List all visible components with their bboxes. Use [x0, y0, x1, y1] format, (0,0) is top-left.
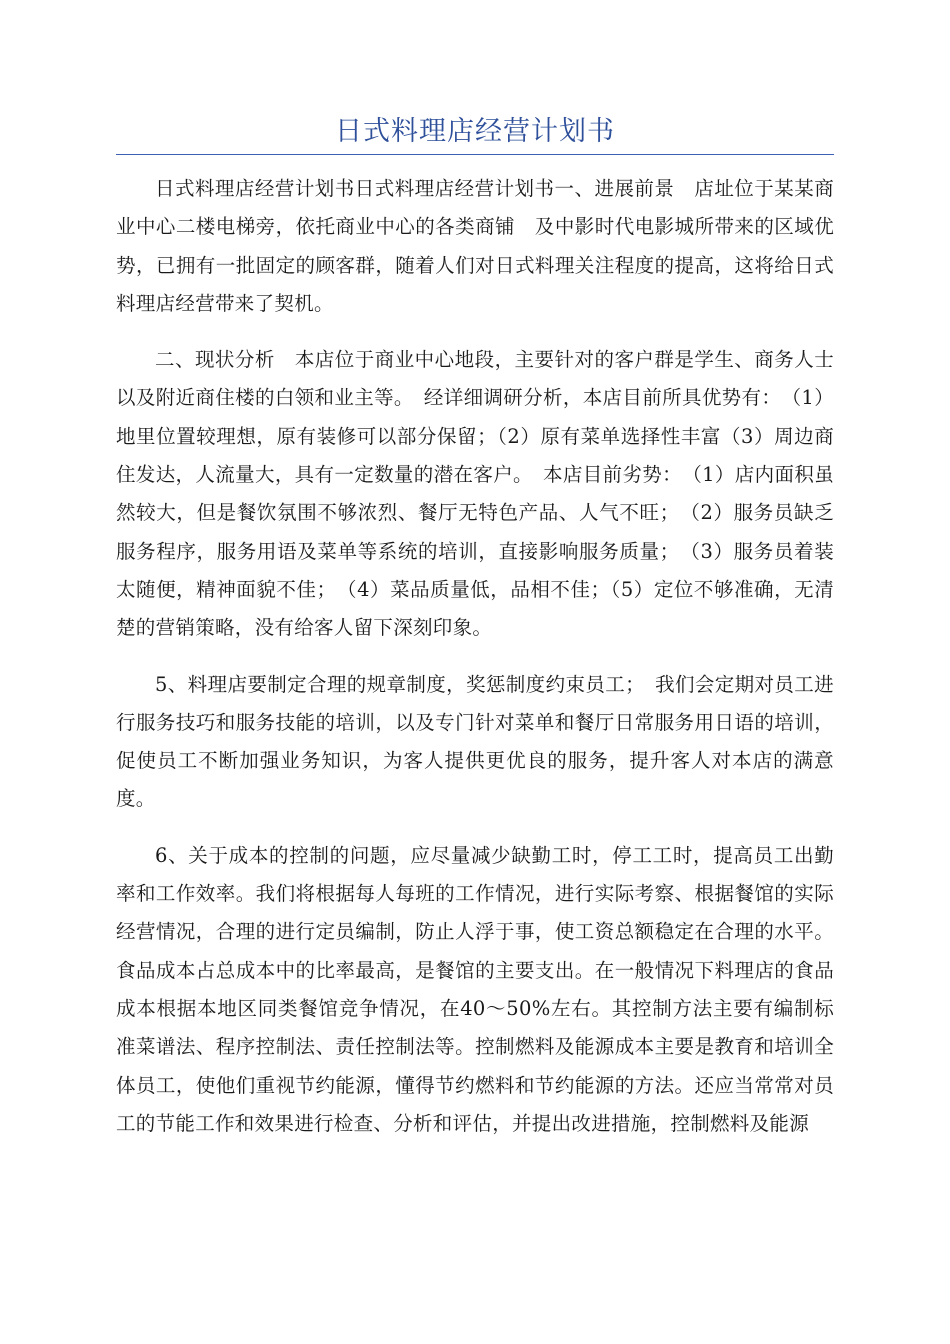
title-underline: [116, 154, 834, 155]
document-body: [116, 170, 834, 1161]
paragraph-rules-training: 5、料理店要制定合理的规章制度，奖惩制度约束员工； 我们会定期对员工进行服务技巧和服务技能的培训，以及专门针对菜单和餐厅日常服务用日语的培训，促使员工不断加强业务知识，为客人提供更优良的服务，提升客人对本店的满意度。: [116, 672, 834, 811]
paragraph-background: 日式料理店经营计划书日式料理店经营计划书一、进展前景 店址位于某某商业中心二楼电梯旁，依托商业中心的各类商铺 及中影时代电影城所带来的区域优势，已拥有一批固定的顾客群，随着人们对日式料理关注程度的提高，这将给日式料理店经营带来了契机。: [116, 177, 834, 315]
paragraph-status-analysis: 二、现状分析 本店位于商业中心地段，主要针对的客户群是学生、商务人士以及附近商住楼的白领和业主等。 经详细调研分析，本店目前所具优势有： （1）地里位置较理想，原有装修可以部分保留；（2）原有菜单选择性丰富（3）周边商住发达，人流量大，具有一定数量的潜在客户。 本店目前劣势： （1）店内面积虽然较大，但是餐饮氛围不够浓烈、餐厅无特色产品、人气不旺； （2）服务员缺乏服务程序，服务用语及菜单等系统的培训，直接影响服务质量； （3）服务员着装太随便，精神面貌不佳； （4）菜品质量低，品相不佳；（5）定位不够准确，无清楚的营销策略，没有给客人留下深刻印象。: [116, 348, 834, 640]
document-title: 日式料理店经营计划书: [335, 116, 615, 147]
paragraph-cost-control: 6、关于成本的控制的问题，应尽量减少缺勤工时，停工工时，提高员工出勤率和工作效率。我们将根据每人每班的工作情况，进行实际考察、根据餐馆的实际经营情况，合理的进行定员编制，防止人浮于事，使工资总额稳定在合理的水平。食品成本占总成本中的比率最高，是餐馆的主要支出。在一般情况下料理店的食品成本根据本地区同类餐馆竞争情况，在40～50%左右。其控制方法主要有编制标准菜谱法、程序控制法、责任控制法等。控制燃料及能源成本主要是教育和培训全体员工，使他们重视节约能源，懂得节约燃料和节约能源的方法。还应当常常对员工的节能工作和效果进行检查、分析和评估，并提出改进措施，控制燃料及能源: [116, 843, 834, 1135]
